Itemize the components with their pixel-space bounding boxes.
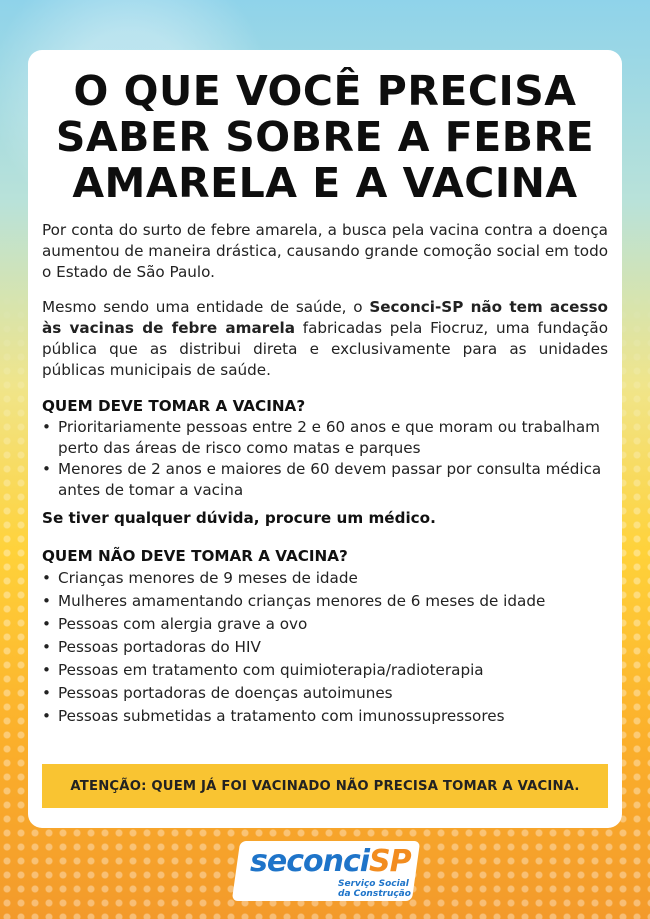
intro-paragraph-2 [42,297,608,381]
logo-wordmark: seconciSP [250,844,411,879]
intro-p2-bold: Seconci-SP não tem acesso às vacinas de febre amarela [42,298,608,337]
list-item: • Prioritariamente pessoas entre 2 e 60 anos e que moram ou trabalham perto das áreas de risco como matas e parques [42,417,608,459]
section-who-should-heading: QUEM DEVE TOMAR A VACINA? [42,397,306,415]
list-item: • Crianças menores de 9 meses de idade [42,567,608,590]
list-item: • Pessoas submetidas a tratamento com imunossupressores [42,705,608,728]
intro-p2-before: Mesmo sendo uma entidade de saúde, o [42,298,370,316]
intro-paragraph-1: Por conta do surto de febre amarela, a busca pela vacina contra a doença aumentou de maneira drástica, causando grande comoção social em todo o Estado de São Paulo. [42,221,608,281]
list-item: • Pessoas portadoras de doenças autoimunes [42,682,608,705]
doctor-note: Se tiver qualquer dúvida, procure um médico. [42,509,436,527]
list-item: • Pessoas portadoras do HIV [42,636,608,659]
content-card [28,50,622,828]
section-who-shouldnt-heading: QUEM NÃO DEVE TOMAR A VACINA? [42,547,348,565]
list-item: • Pessoas com alergia grave a ovo [42,613,608,636]
list-item: • Menores de 2 anos e maiores de 60 devem passar por consulta médica antes de tomar a vacina [42,459,608,501]
list-item: • Pessoas em tratamento com quimioterapia/radioterapia [42,659,608,682]
who-should-list [42,417,608,501]
intro-p2-after: fabricadas pela Fiocruz, uma fundação pública que as distribui direta e exclusivamente para as unidades públicas municipais de saúde. [42,319,608,379]
list-item: • Mulheres amamentando crianças menores de 6 meses de idade [42,590,608,613]
title-line-2: SABER SOBRE A FEBRE [55,113,595,161]
title-line-1: O QUE VOCÊ PRECISA [73,67,577,115]
logo-subtitle: Serviço Social da Construção [338,879,411,899]
page-title [42,62,608,206]
who-shouldnt-list [42,567,608,728]
title-line-3: AMARELA E A VACINA [72,159,578,207]
attention-banner: ATENÇÃO: QUEM JÁ FOI VACINADO NÃO PRECISA TOMAR A VACINA. [42,764,608,808]
seconci-logo [232,841,420,901]
